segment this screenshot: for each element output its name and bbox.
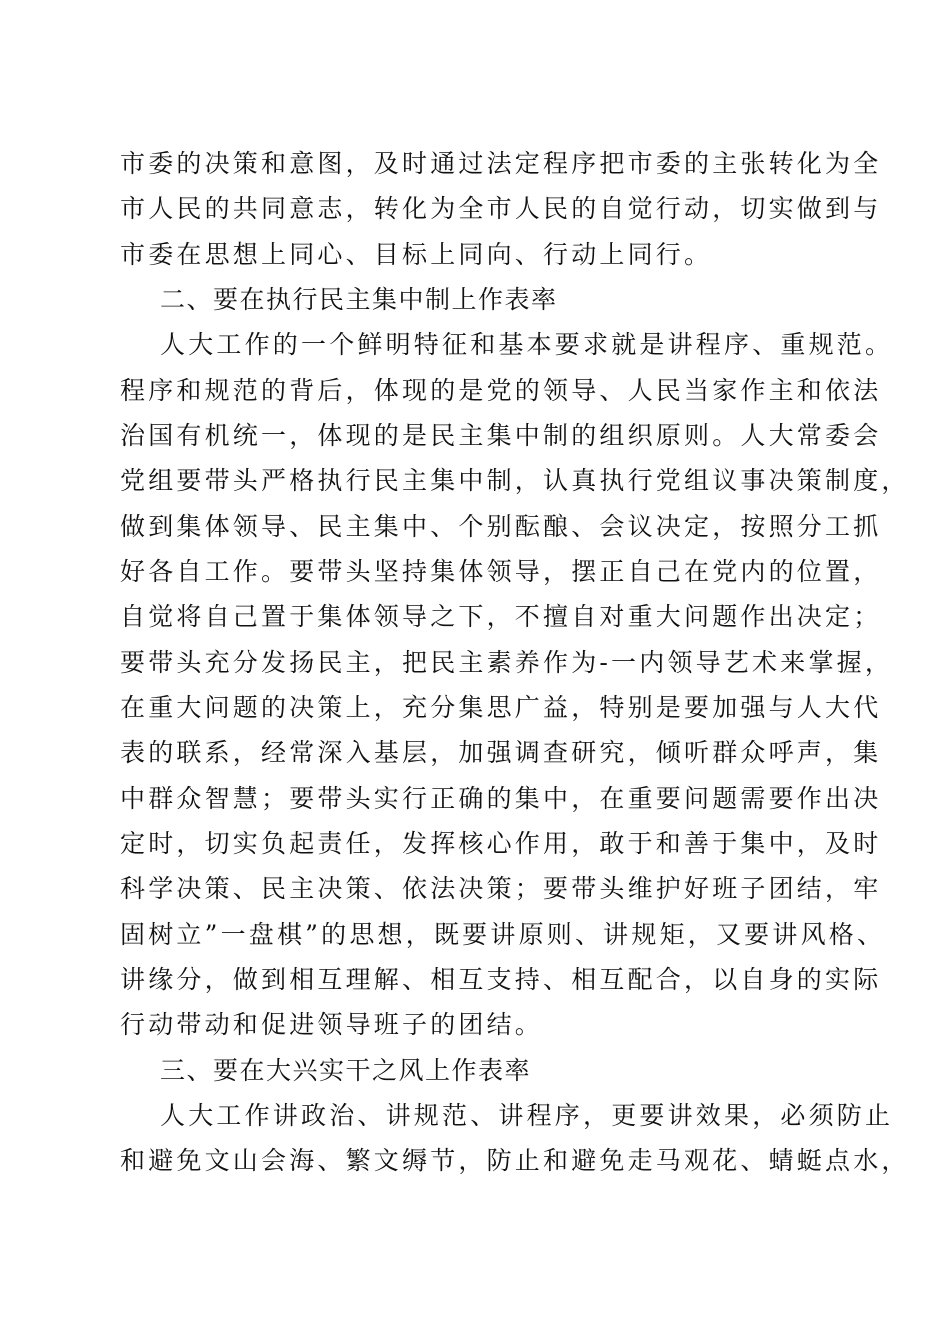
text-line: 和避免文山会海、繁文缛节，防止和避免走马观花、蜻蜓点水， <box>120 1146 910 1175</box>
text-line: 表的联系，经常深入基层，加强调查研究，倾听群众呼声，集 <box>120 738 882 767</box>
section-heading: 二、要在执行民主集中制上作表率 <box>160 285 558 314</box>
text-line: 在重大问题的决策上，充分集思广益，特别是要加强与人大代 <box>120 693 882 722</box>
text-line: 人大工作讲政治、讲规范、讲程序，更要讲效果，必须防止 <box>160 1101 894 1130</box>
section-heading: 三、要在大兴实干之风上作表率 <box>160 1056 532 1085</box>
text-line: 中群众智慧；要带头实行正确的集中，在重要问题需要作出决 <box>120 784 882 813</box>
text-line: 要带头充分发扬民主，把民主素养作为-一内领导艺术来掌握， <box>120 648 894 677</box>
text-line: 程序和规范的背后，体现的是党的领导、人民当家作主和依法 <box>120 376 882 405</box>
text-line: 市委在思想上同心、目标上同向、行动上同行。 <box>120 240 713 269</box>
text-line: 人大工作的一个鲜明特征和基本要求就是讲程序、重规范。 <box>160 330 894 359</box>
text-line: 科学决策、民主决策、依法决策；要带头维护好班子团结，牢 <box>120 874 882 903</box>
text-line: 好各自工作。要带头坚持集体领导，摆正自己在党内的位置， <box>120 557 882 586</box>
text-line: 定时，切实负起责任，发挥核心作用，敢于和善于集中，及时 <box>120 829 882 858</box>
text-line: 市人民的共同意志，转化为全市人民的自觉行动，切实做到与 <box>120 194 882 223</box>
text-line: 党组要带头严格执行民主集中制，认真执行党组议事决策制度， <box>120 466 910 495</box>
text-line: 讲缘分，做到相互理解、相互支持、相互配合，以自身的实际 <box>120 965 882 994</box>
text-line: 治国有机统一，体现的是民主集中制的组织原则。人大常委会 <box>120 421 882 450</box>
text-line: 固树立”一盘棋”的思想，既要讲原则、讲规矩，又要讲风格、 <box>120 920 886 949</box>
text-line: 市委的决策和意图，及时通过法定程序把市委的主张转化为全 <box>120 149 882 178</box>
text-line: 自觉将自己置于集体领导之下，不擅自对重大问题作出决定； <box>120 602 882 631</box>
text-line: 行动带动和促进领导班子的团结。 <box>120 1010 544 1039</box>
text-line: 做到集体领导、民主集中、个别酝酿、会议决定，按照分工抓 <box>120 512 882 541</box>
